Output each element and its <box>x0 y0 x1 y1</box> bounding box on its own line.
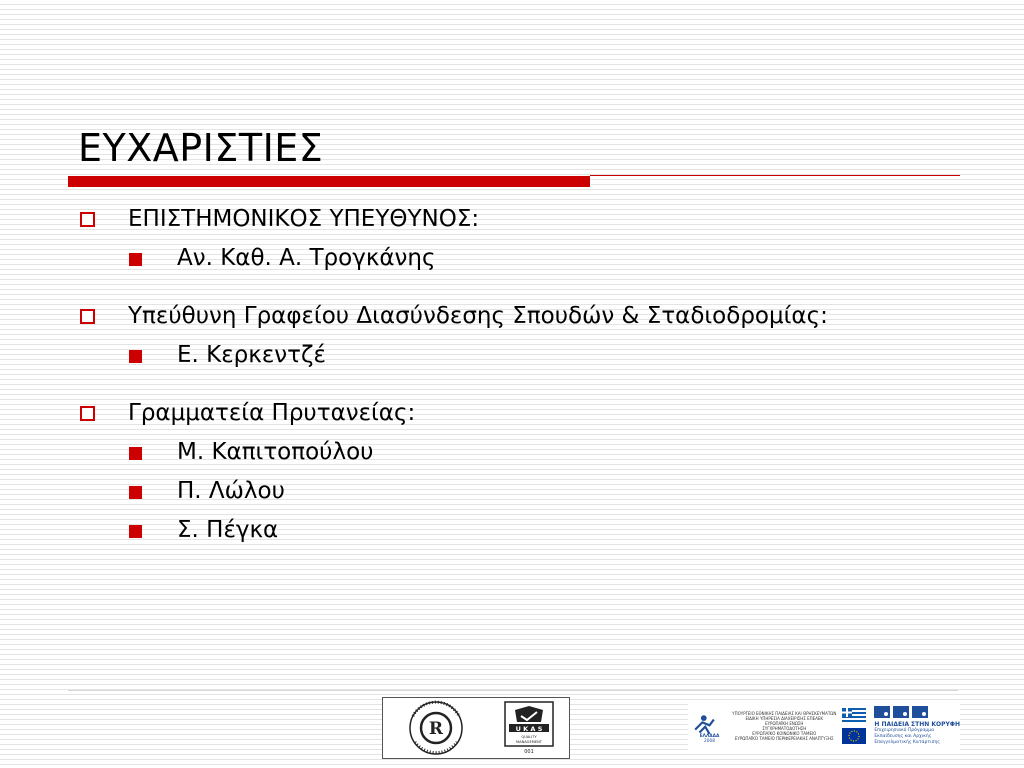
flags <box>842 708 866 744</box>
filled-square-bullet-icon <box>129 447 142 460</box>
ministry-text <box>732 711 836 741</box>
person-name: Μ. Καπιτοπούλου <box>177 439 374 465</box>
filled-square-bullet-icon <box>129 253 142 266</box>
paideia-title: Η ΠΑΙΔΕΙΑ ΣΤΗΝ ΚΟΡΥΦΗ <box>874 721 960 728</box>
certification-logos <box>382 697 570 759</box>
bullet-level2 <box>78 436 948 469</box>
bullet-level2 <box>78 242 948 275</box>
paideia-logo <box>874 706 960 746</box>
person-name: Σ. Πέγκα <box>177 517 279 543</box>
ministry-line: ΣΥΓΧΡΗΜΑΤΟΔΟΤΗΣΗ <box>762 726 807 731</box>
svg-text:QUALITY: QUALITY <box>521 735 537 739</box>
ministry-line: ΕΥΡΩΠΑΪΚΟ ΤΑΜΕΙΟ ΠΕΡΙΦΕΡΕΙΑΚΗΣ ΑΝΑΠΤΥΞΗΣ <box>734 736 834 741</box>
ministry-line: ΕΥΡΩΠΑΪΚΟ ΚΟΙΝΩΝΙΚΟ ΤΑΜΕΙΟ <box>752 731 817 736</box>
hollow-square-bullet-icon <box>80 212 95 227</box>
title-underline-thick <box>68 176 590 187</box>
paideia-subtitle-line: Εκπαίδευσης και Αρχικής <box>874 734 932 739</box>
section-heading: Γραμματεία Πρυτανείας: <box>128 400 416 426</box>
filled-square-bullet-icon <box>129 525 142 538</box>
svg-text:2008: 2008 <box>704 738 715 744</box>
person-name: Αν. Καθ. Α. Τρογκάνης <box>177 245 436 271</box>
title-underline-thin <box>590 175 960 176</box>
ministry-line: ΕΥΡΩΠΑΪΚΗ ΕΝΩΣΗ <box>765 721 804 726</box>
section-heading: ΕΠΙΣΤΗΜΟΝΙΚΟΣ ΥΠΕΥΘΥΝΟΣ: <box>128 206 480 232</box>
bullet-level2 <box>78 514 948 547</box>
bullet-level1 <box>78 203 948 236</box>
svg-text:MANAGEMENT: MANAGEMENT <box>516 740 542 744</box>
bullet-level1 <box>78 397 948 430</box>
svg-text:U K A S: U K A S <box>515 725 543 733</box>
footer-divider <box>68 690 958 691</box>
bullet-level2 <box>78 475 948 508</box>
section-heading: Υπεύθυνη Γραφείου Διασύνδεσης Σπουδών & Σταδιοδρομίας: <box>128 303 828 329</box>
svg-text:001: 001 <box>524 749 534 755</box>
slide-content <box>78 203 948 547</box>
ellada-2008-logo-icon <box>688 701 728 751</box>
hollow-square-bullet-icon <box>80 406 95 421</box>
ministry-line: ΥΠΟΥΡΓΕΙΟ ΕΘΝΙΚΗΣ ΠΑΙΔΕΙΑΣ ΚΑΙ ΘΡΗΣΚΕΥΜΑΤΩΝ <box>732 711 837 716</box>
partner-logos <box>688 700 960 752</box>
person-name: Π. Λώλου <box>177 478 285 504</box>
hollow-square-bullet-icon <box>80 309 95 324</box>
paideia-subtitle-line: Επαγγελματικής Κατάρτισης <box>874 740 940 745</box>
iso-quality-logo-icon <box>395 700 477 756</box>
svg-text:ΕΛΛΑΔΑ: ΕΛΛΑΔΑ <box>699 733 720 739</box>
bullet-level2 <box>78 339 948 372</box>
ukas-quality-management-logo-icon <box>501 700 557 756</box>
person-name: Ε. Κερκεντζέ <box>177 342 326 368</box>
greek-flag-icon <box>842 708 866 724</box>
paideia-squares-icon <box>874 706 960 718</box>
eu-flag-icon <box>842 728 866 744</box>
svg-text:R: R <box>428 719 444 739</box>
bullet-level1 <box>78 300 948 333</box>
ministry-line: ΕΙΔΙΚΗ ΥΠΗΡΕΣΙΑ ΔΙΑΧΕΙΡΙΣΗΣ ΕΠΕΑΕΚ <box>745 716 824 721</box>
filled-square-bullet-icon <box>129 350 142 363</box>
slide-title: ΕΥΧΑΡΙΣΤΙΕΣ <box>78 126 324 170</box>
paideia-subtitle-line: Επιχειρησιακό Πρόγραμμα <box>874 728 935 733</box>
filled-square-bullet-icon <box>129 486 142 499</box>
